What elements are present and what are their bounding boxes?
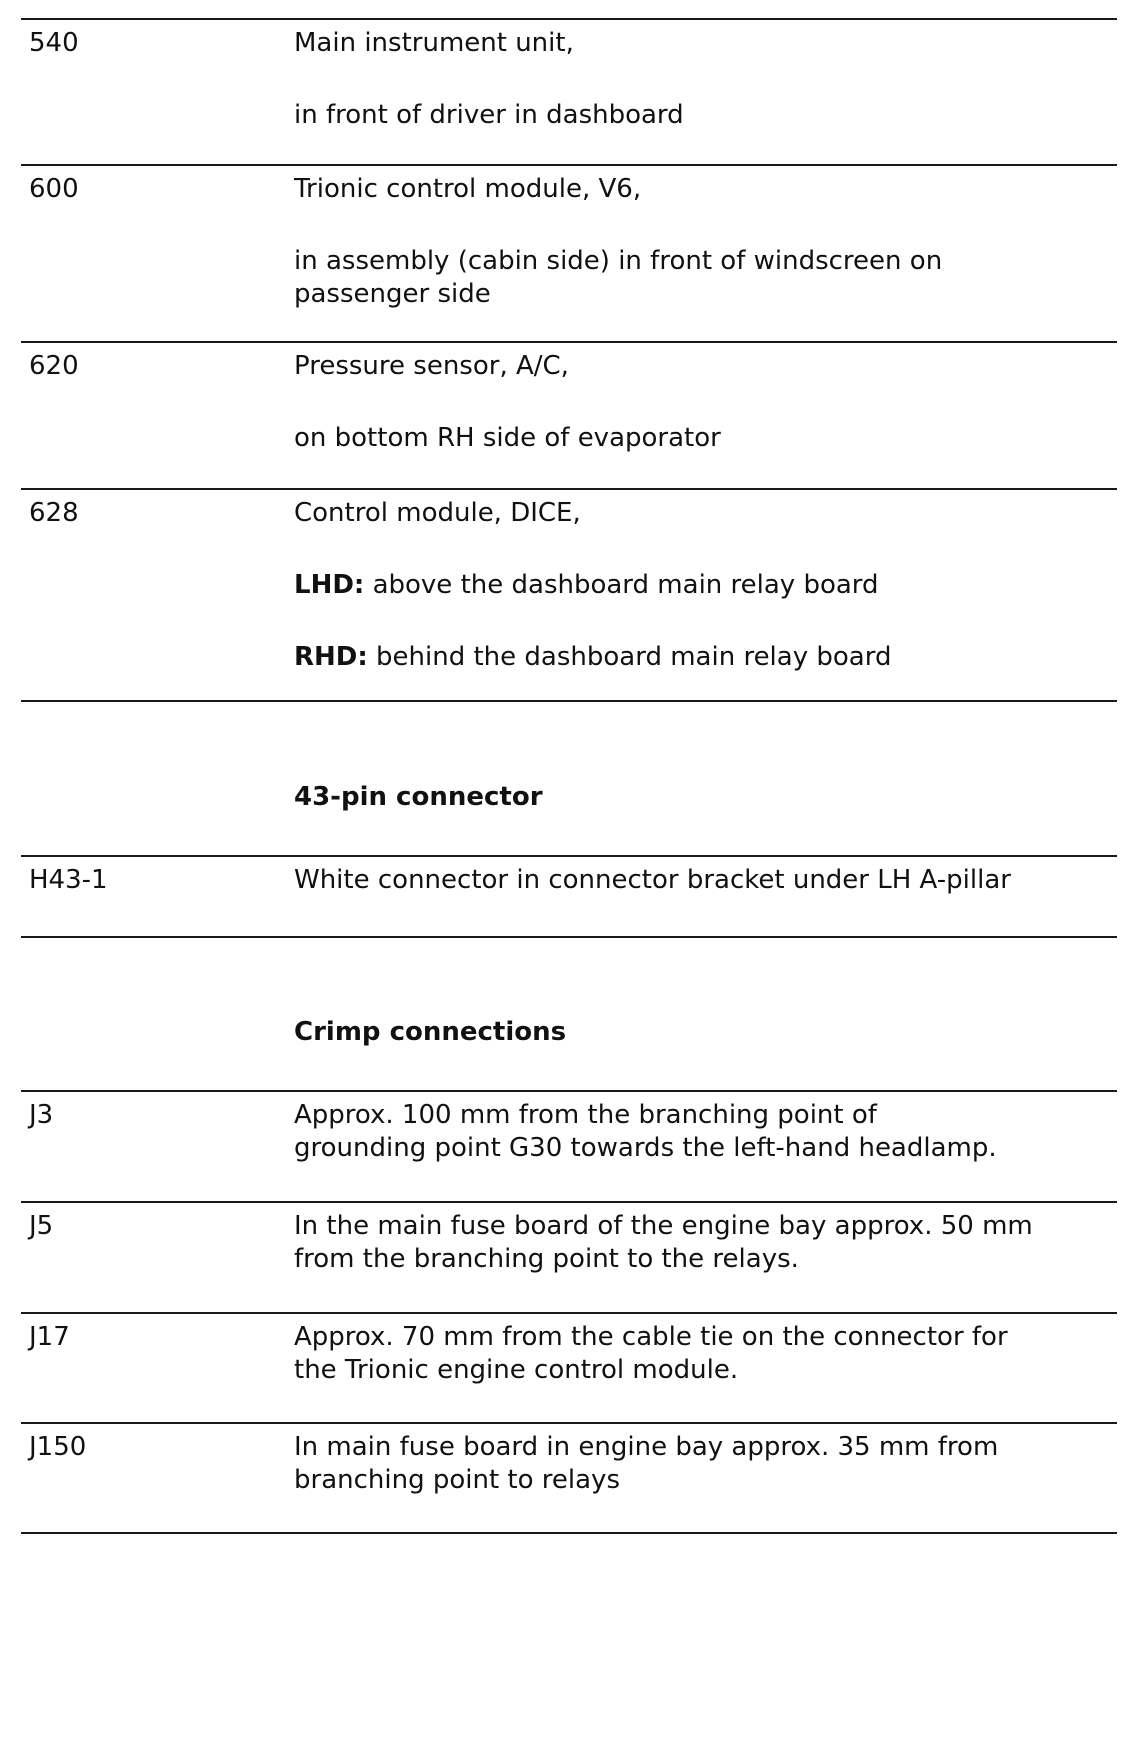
- row-divider: [21, 936, 1117, 938]
- row-divider: [21, 341, 1117, 343]
- component-description: [294, 27, 1114, 132]
- crimp-description: [294, 1099, 1014, 1165]
- rhd-label: RHD:: [294, 642, 368, 672]
- section-heading-connector: 43-pin connector: [294, 782, 543, 812]
- connector-text: White connector in connector bracket under LH A-pillar: [294, 865, 1011, 895]
- component-title: Pressure sensor, A/C,: [294, 351, 569, 381]
- crimp-text: In main fuse board in engine bay approx. 35 mm from branching point to relays: [294, 1432, 999, 1495]
- component-location: on bottom RH side of evaporator: [294, 423, 721, 453]
- component-description: [294, 497, 1114, 674]
- component-title: Control module, DICE,: [294, 498, 581, 528]
- connector-code: H43-1: [29, 865, 108, 895]
- component-description: [294, 350, 1114, 455]
- crimp-text: Approx. 100 mm from the branching point of grounding point G30 towards the left-hand headlamp.: [294, 1100, 997, 1163]
- row-divider: [21, 855, 1117, 857]
- crimp-code: J3: [29, 1100, 54, 1130]
- component-location: in front of driver in dashboard: [294, 100, 684, 130]
- crimp-description: [294, 1431, 1014, 1497]
- row-divider: [21, 1201, 1117, 1203]
- crimp-code: J17: [29, 1322, 70, 1352]
- section-heading-crimp: Crimp connections: [294, 1017, 567, 1047]
- component-code: 628: [29, 498, 79, 528]
- row-divider: [21, 1312, 1117, 1314]
- rhd-text: behind the dashboard main relay board: [367, 642, 892, 672]
- crimp-code: J5: [29, 1211, 54, 1241]
- row-divider: [21, 700, 1117, 702]
- component-code: 540: [29, 28, 79, 58]
- component-description: [294, 173, 944, 311]
- row-divider: [21, 488, 1117, 490]
- crimp-text: In the main fuse board of the engine bay approx. 50 mm from the branching point to the relays.: [294, 1211, 1033, 1274]
- component-location: in assembly (cabin side) in front of windscreen on passenger side: [294, 246, 943, 309]
- crimp-code: J150: [29, 1432, 87, 1462]
- crimp-text: Approx. 70 mm from the cable tie on the connector for the Trionic engine control module.: [294, 1322, 1008, 1385]
- row-divider: [21, 18, 1117, 20]
- component-code: 620: [29, 351, 79, 381]
- lhd-label: LHD:: [294, 570, 365, 600]
- rhd-location: [294, 641, 1114, 674]
- connector-description: [294, 864, 1114, 897]
- component-code: 600: [29, 174, 79, 204]
- lhd-text: above the dashboard main relay board: [364, 570, 879, 600]
- lhd-location: [294, 569, 1114, 602]
- row-divider: [21, 1090, 1117, 1092]
- row-divider: [21, 1532, 1117, 1534]
- row-divider: [21, 164, 1117, 166]
- row-divider: [21, 1422, 1117, 1424]
- crimp-description: [294, 1210, 1034, 1276]
- component-title: Trionic control module, V6,: [294, 174, 642, 204]
- component-title: Main instrument unit,: [294, 28, 574, 58]
- crimp-description: [294, 1321, 1014, 1387]
